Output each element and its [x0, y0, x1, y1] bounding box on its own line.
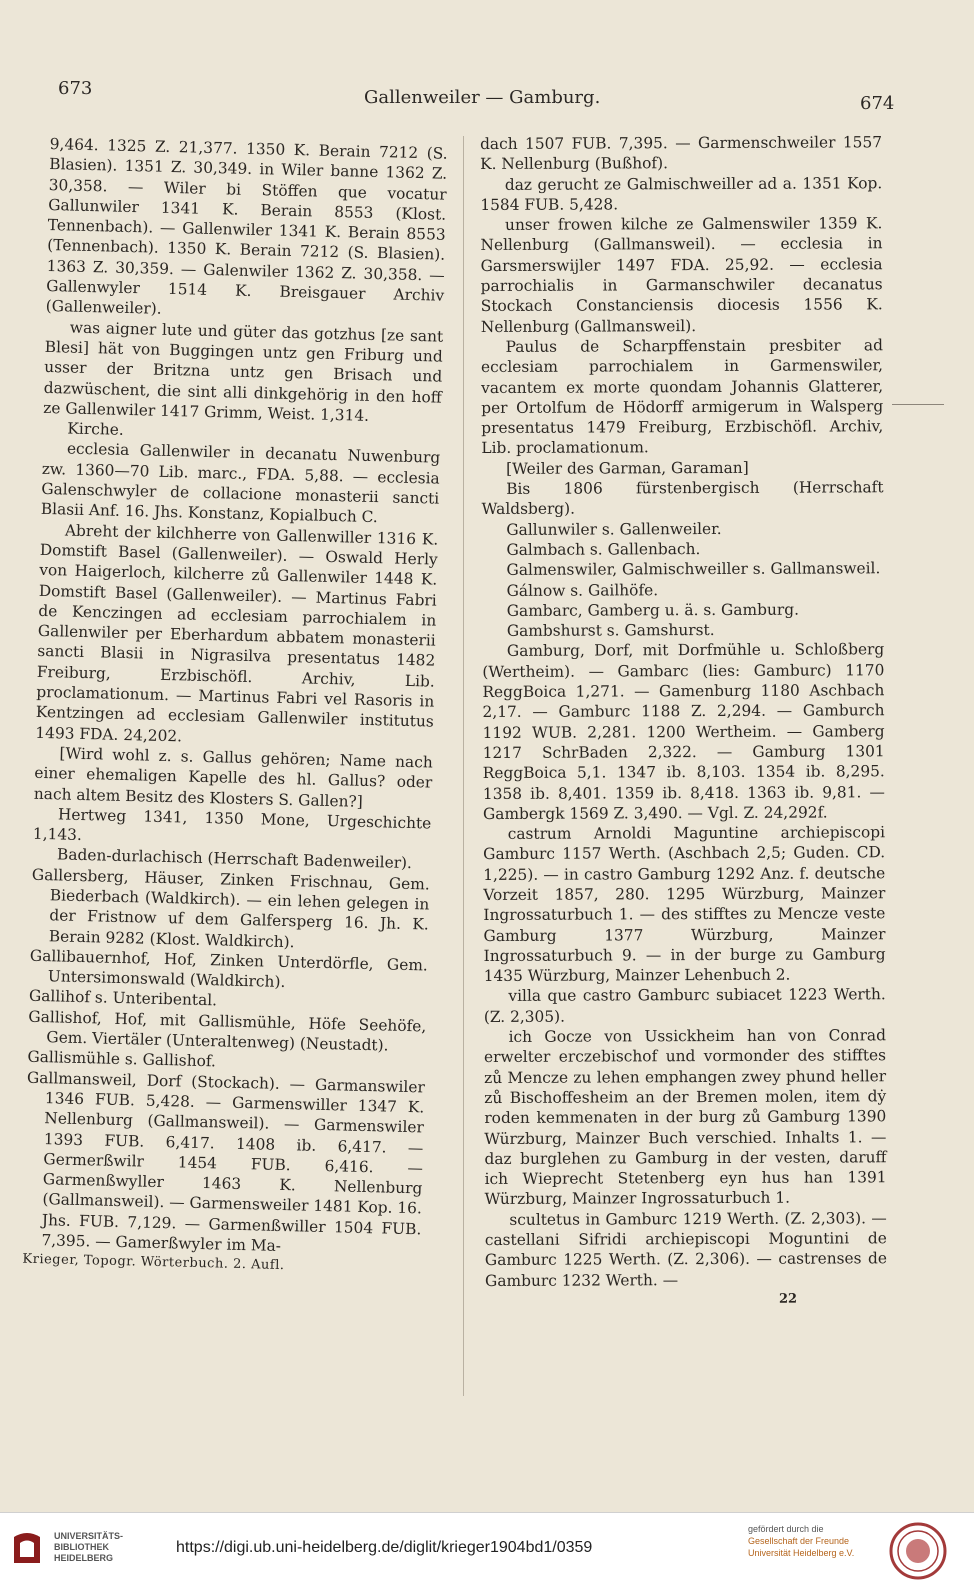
paragraph: ich Gocze von Ussickheim han von Conrad erwelter erczebischof und vormonder des stifftes zů Mencze zu lehen emphangen zwey phund heller zů Bischoffesheim an der Bremen molen, item dẏ roden kemmenaten in der burg zů Gamburg 1390 Würzburg, Mainzer Buch verschied. Inhalts 1. — daz burglehen zu Gamburg in der vesten, daruff ich Wieprecht Stetenberg eyn hus han 1391 Würzburg, Mainzer Ingrossaturbuch 1.	[483, 1026, 887, 1209]
paragraph: Kirche.	[67, 419, 124, 440]
entry: Gallmansweil, Dorf (Stockach). — Garmanswiler 1346 FUB. 5,428. — Garmenswiller 1347 K. Nellenburg (Gallmansweil). — Garmenswiler 1393 FUB. 6,417. 1408 ib. 6,417. — Germerßwilr 1454 FUB. 6,416. — Garmenßwyller 1463 K. Nellenburg (Gallmansweil). — Garmensweiler 1481 Kop. 16. Jhs. FUB. 7,129. — Garmenßwiller 1504 FUB. 7,395. — Gamerßwyler im Ma-	[26, 1068, 426, 1256]
entry: Gallihof s. Unteribental.	[28, 987, 218, 1010]
signature-footnote: Krieger, Topogr. Wörterbuch. 2. Aufl.	[22, 1251, 285, 1274]
running-title: Gallenweiler — Gamburg.	[364, 87, 601, 108]
paragraph: was aigner lute und güter das gotzhus [ze sant Blesi] hät von Buggingen untz gen Friburg und usser der Britzna untz gen Brisach und dazwüschent, die sint alli dinkgehörig in den hoff ze Gallenwiler 1417 Grimm, Weist. 1,314.	[43, 318, 444, 425]
left-column	[22, 134, 448, 1280]
university-seal-icon	[888, 1521, 948, 1581]
paragraph: villa que castro Gamburc subiacet 1223 Werth. (Z. 2,305).	[483, 985, 886, 1026]
paragraph: [Weiler des Garman, Garaman]	[506, 458, 749, 478]
entry: Gambarc, Gamberg u. ä. s. Gamburg.	[506, 600, 799, 620]
paragraph: [Wird wohl z. s. Gallus gehören; Name nach einer ehemaligen Kapelle des hl. Gallus? oder nach altem Besitz des Klosters S. Gallen?]	[33, 744, 433, 811]
column-separator	[463, 136, 464, 1396]
entry: Gallunwiler s. Gallenweiler.	[506, 519, 722, 539]
paragraph: Baden-durlachisch (Herrschaft Badenweiler).	[56, 845, 413, 873]
paragraph: Bis 1806 fürstenbergisch (Herrschaft Waldsberg).	[481, 478, 884, 519]
entry: Gallibauernhof, Hof, Zinken Unterdörfle, Gem. Untersimonswald (Waldkirch).	[29, 946, 429, 992]
paragraph: dach 1507 FUB. 7,395. — Garmenschweiler 1557 K. Nellenburg (Bußhof).	[480, 133, 883, 174]
entry: Gallismühle s. Gallishof.	[27, 1048, 217, 1071]
paragraph: unser frowen kilche ze Galmenswiler 1359 K. Nellenburg (Gallmansweil). — ecclesia in Garsmerswijler 1497 FDA. 25,92. — ecclesia parrochialis in Garmanschwiler decanatus Stockach Constanciensis diocesis 1556 K. Nellenburg (Gallmansweil).	[480, 214, 883, 336]
entry: Gamburg, Dorf, mit Dorfmühle u. Schloßberg (Wertheim). — Gambarc (lies: Gamburc) 1170 ReggBoica 1,271. — Gamenburg 1180 Aschbach 2,17. — Gamburc 1188 Z. 2,294. — Gamburch 1192 WUB. 2,281. 1200 Wertheim. — Gamberg 1217 SchrBaden 2,322. — Gamburg 1301 ReggBoica 5,1. 1347 ib. 8,103. 1354 ib. 8,295. 1358 ib. 8,401. 1359 ib. 8,418. 1363 ib. 9,81. — Gambergk 1569 Z. 3,490. — Vgl. Z. 24,292f.	[482, 640, 885, 823]
university-library-logo-icon	[10, 1527, 44, 1567]
entry: Galmbach s. Gallenbach.	[506, 539, 701, 559]
paragraph: Abreht der kilchherre von Gallenwiller 1316 K. Domstift Basel (Gallenweiler). — Oswald Herly von Haigerloch, kilcherre zů Gallenwiler 1448 K. Domstift Basel (Gallenweiler). — Martinus Fabri de Kenczingen ad ecclesiam parrochialem in Gallenwiler per Eberhardum abbatem monasterii sancti Blasii in Nigrasilva presentatus 1482 Freiburg, Erzbischöfl. Archiv, Lib. proclamationum. — Martinus Fabri vel Rasoris in Kentzingen ad ecclesiam Gallenwiler institutus 1493 FDA. 24,202.	[35, 521, 439, 746]
entry: Gálnow s. Gailhöfe.	[506, 580, 659, 600]
page-url-link[interactable]: https://digi.ub.uni-heidelberg.de/diglit/krieger1904bd1/0359	[176, 1539, 593, 1556]
sheet-signature: 22	[778, 1291, 798, 1307]
paragraph: scultetus in Gamburc 1219 Werth. (Z. 2,303). — castellani Sifridi archiepiscopi Moguntini de Gamburc 1225 Werth. (Z. 2,306). — castrenses de Gamburc 1232 Werth. —	[484, 1208, 887, 1290]
paragraph: 9,464. 1325 Z. 21,377. 1350 K. Berain 7212 (S. Blasien). 1351 Z. 30,349. in Wiler banne 1362 Z. 30,358. — Wiler bi Stöffen que vocatur Gallunwiler 1341 K. Berain 8553 (Klost. Tennenbach). — Gallenwiler 1341 K. Berain 8553 (Tennenbach). 1350 K. Berain 7212 (S. Blasien). 1363 Z. 30,359. — Galenwiler 1362 Z. 30,358. — Gallenwyler 1514 K. Breisgauer Archiv (Gallenweiler).	[45, 134, 448, 319]
paragraph: castrum Arnoldi Maguntine archiepiscopi Gamburc 1157 Werth. (Aschbach 2,5; Guden. CD. 1,225). — in castro Gamburg 1292 Anz. f. deutsche Vorzeit 1857, 280. 1295 Würzburg, Mainzer Ingrossaturbuch 1. — des stifftes zu Mencze veste Gamburg 1377 Würzburg, Mainzer Ingrossaturbuch 9. — in der burge zu Gamburg 1435 Würzburg, Mainzer Lehenbuch 2.	[483, 823, 886, 986]
institution-name: UNIVERSITÄTS- BIBLIOTHEK HEIDELBERG	[54, 1531, 124, 1563]
page-edge-mark	[892, 404, 944, 405]
entry: Galmenswiler, Galmischweiller s. Gallmansweil.	[506, 559, 881, 580]
paragraph: Paulus de Scharpffenstain presbiter ad ecclesiam parrochialem in Garmenswiler, vacantem ex morte quondam Johannis Glatterer, per Ortolfum de Hödorff armigerum in Walsperg presentatus 1479 Freiburg, Erzbischöfl. Archiv, Lib. proclamationum.	[480, 336, 884, 458]
paragraph: Hertweg 1341, 1350 Mone, Urgeschichte 1,143.	[32, 805, 432, 845]
entry: Gallersberg, Häuser, Zinken Frischnau, Gem. Biederbach (Waldkirch). — ein lehen gelegen in der Fristnow uf dem Galfersperg 16. Jh. K. Berain 9282 (Klost. Waldkirch).	[31, 865, 431, 951]
page-number-left: 673	[58, 78, 93, 99]
page-number-right: 674	[860, 93, 895, 114]
paragraph: daz gerucht ze Galmischweiller ad a. 1351 Kop. 1584 FUB. 5,428.	[480, 173, 883, 214]
right-column	[480, 132, 887, 1311]
entry: Gallishof, Hof, mit Gallismühle, Höfe Seehöfe, Gem. Viertäler (Unteraltenweg) (Neustadt).	[28, 1007, 427, 1055]
paragraph: ecclesia Gallenwiler in decanatu Nuwenburg zw. 1360—70 Lib. marc., FDA. 5,88. — ecclesia Galenschwyler de collacione monasterii sancti Blasii Anf. 16. Jhs. Konstanz, Kopialbuch C.	[40, 439, 441, 527]
viewer-footer-bar	[0, 1512, 974, 1586]
entry: Gambshurst s. Gamshurst.	[506, 621, 715, 641]
sponsor-credit: gefördert durch die Gesellschaft der Freunde Universität Heidelberg e.V.	[748, 1524, 855, 1558]
